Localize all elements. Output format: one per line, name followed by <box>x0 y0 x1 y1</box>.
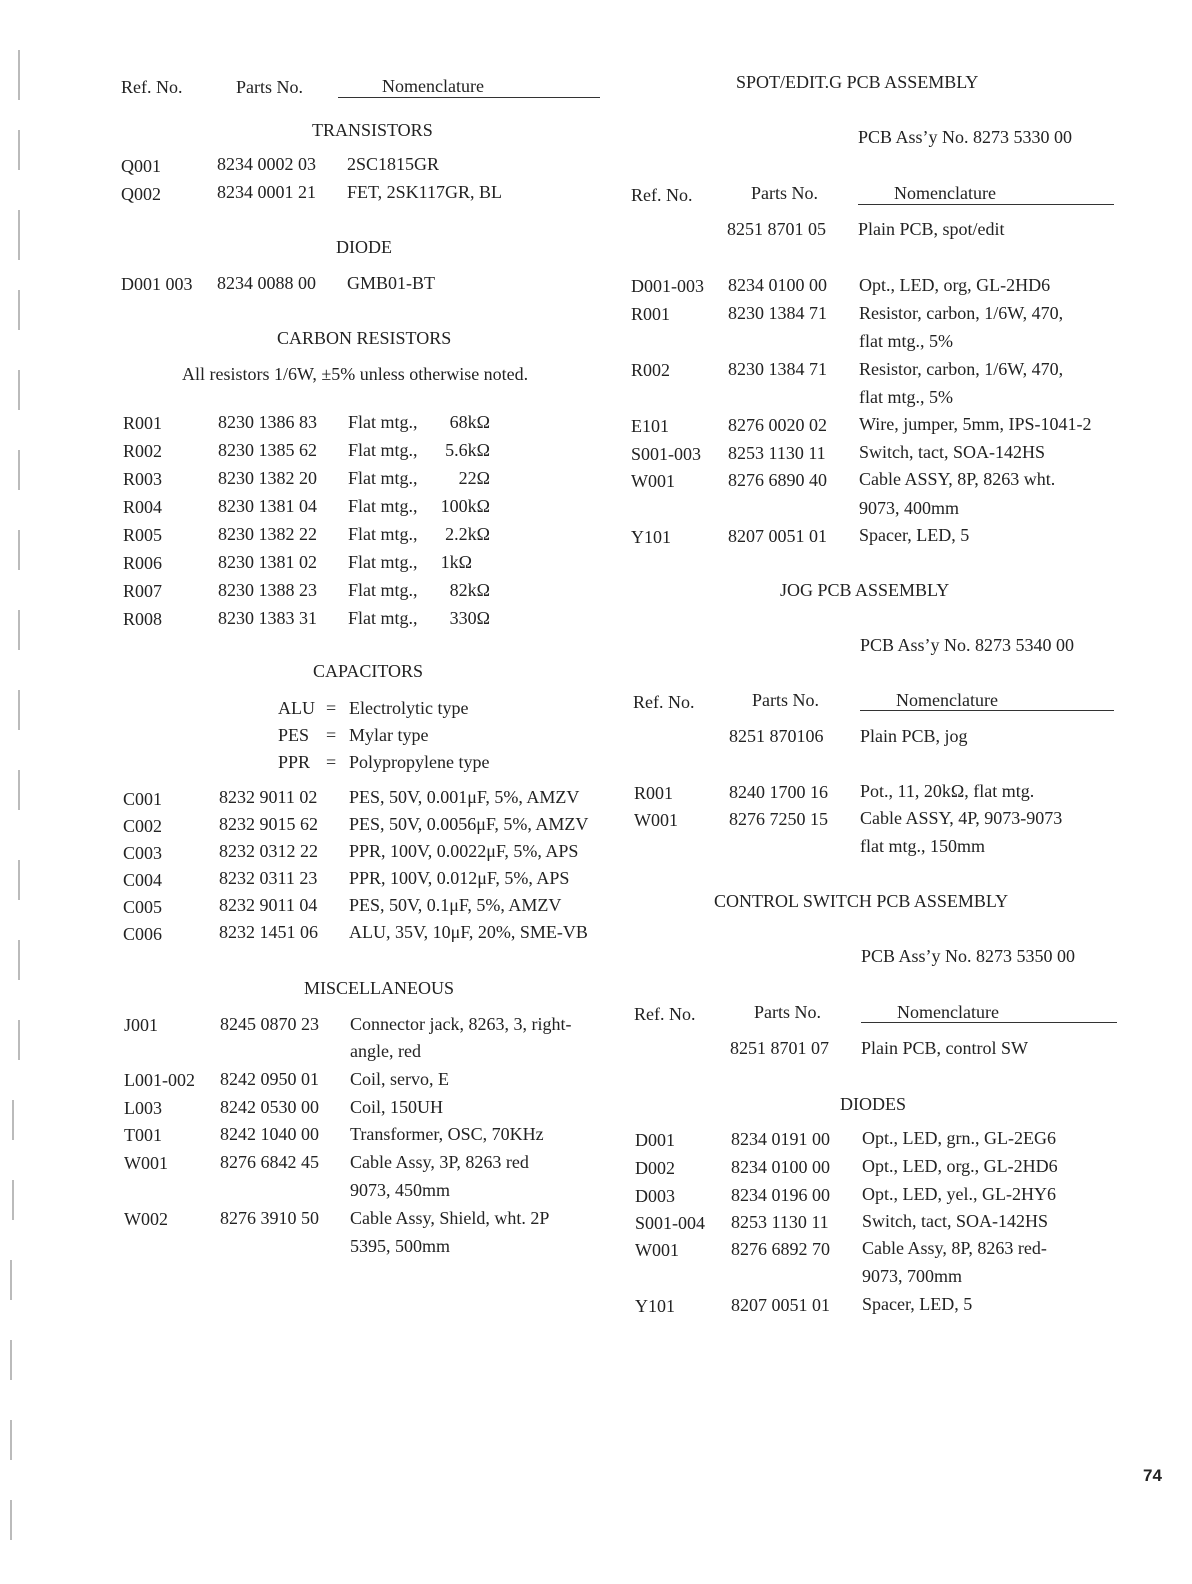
table-row-nomenclature-cont: 5395, 500mm <box>350 1236 451 1256</box>
table-row-ref: R001 <box>634 783 674 803</box>
table-row-parts: 8232 9015 62 <box>219 814 318 834</box>
table-row-parts: 8276 3910 50 <box>220 1208 319 1228</box>
table-row-nomenclature: 2SC1815GR <box>347 154 440 174</box>
table-row-ref: S001-004 <box>635 1213 706 1233</box>
table-row-ref: R003 <box>123 469 163 489</box>
binding-mark <box>10 1340 12 1380</box>
binding-mark <box>12 1180 14 1220</box>
table-row-parts: 8234 0001 21 <box>217 182 316 202</box>
legend-abbr: PPR <box>278 752 311 772</box>
table-row-ref: D003 <box>635 1186 675 1206</box>
table-row-ref: Y101 <box>635 1296 675 1316</box>
table-row-nomenclature: Cable Assy, Shield, wht. 2P <box>350 1208 550 1228</box>
section-title-capacitors: CAPACITORS <box>313 661 424 681</box>
binding-mark <box>18 530 20 570</box>
table-row-ref: D001 003 <box>121 274 193 294</box>
table-row-parts: 8230 1382 22 <box>218 524 317 544</box>
plain-pcb-parts: 8251 8701 07 <box>730 1038 829 1058</box>
table-row-ref: R007 <box>123 581 163 601</box>
table-row-parts: 8232 0311 23 <box>219 868 318 888</box>
binding-mark <box>18 690 20 730</box>
table-row-ref: R001 <box>123 413 163 433</box>
table-row-ref: R005 <box>123 525 163 545</box>
right-header-nomenclature: Nomenclature <box>897 1002 999 1022</box>
legend-equals: = <box>326 752 337 772</box>
binding-mark <box>10 1500 12 1540</box>
pcb-assy-number: PCB Ass’y No. 8273 5340 00 <box>860 635 1075 655</box>
legend-desc: Polypropylene type <box>349 752 490 772</box>
table-row-type: Flat mtg., <box>348 496 418 516</box>
binding-mark <box>18 610 20 650</box>
table-row-ref: C006 <box>123 924 163 944</box>
table-row-parts: 8234 0100 00 <box>728 275 827 295</box>
right-header-nomenclature: Nomenclature <box>896 690 998 710</box>
right-header-parts: Parts No. <box>751 183 818 203</box>
plain-pcb-parts: 8251 8701 05 <box>727 219 826 239</box>
table-row-nomenclature: Wire, jumper, 5mm, IPS-1041-2 <box>859 414 1092 434</box>
binding-mark <box>18 860 20 900</box>
table-row-nomenclature: GMB01-BT <box>347 273 436 293</box>
table-row-parts: 8232 1451 06 <box>219 922 318 942</box>
section-title-transistors: TRANSISTORS <box>312 120 433 140</box>
table-row-nomenclature: Opt., LED, org., GL-2HD6 <box>862 1156 1058 1176</box>
table-row-type: Flat mtg., <box>348 440 418 460</box>
table-row-nomenclature: Opt., LED, grn., GL-2EG6 <box>862 1128 1056 1148</box>
binding-mark <box>18 290 20 330</box>
table-row-nomenclature: PPR, 100V, 0.012μF, 5%, APS <box>349 868 570 888</box>
table-row-parts: 8253 1130 11 <box>731 1212 829 1232</box>
pcb-assy-number: PCB Ass’y No. 8273 5330 00 <box>858 127 1073 147</box>
legend-abbr: ALU <box>278 698 315 718</box>
table-row-nomenclature: Coil, servo, E <box>350 1069 449 1089</box>
table-row-nomenclature: Transformer, OSC, 70KHz <box>350 1124 544 1144</box>
table-row-nomenclature-cont: flat mtg., 5% <box>859 331 953 351</box>
table-row-ref: W001 <box>634 810 678 830</box>
table-row-parts: 8230 1386 83 <box>218 412 317 432</box>
table-row-type: Flat mtg., <box>348 468 418 488</box>
table-row-nomenclature: Cable Assy, 3P, 8263 red <box>350 1152 529 1172</box>
table-row-nomenclature: Switch, tact, SOA-142HS <box>859 442 1045 462</box>
binding-mark <box>10 1420 12 1460</box>
binding-mark <box>18 50 20 100</box>
binding-mark <box>18 130 20 170</box>
table-row-nomenclature: Pot., 11, 20kΩ, flat mtg. <box>860 781 1035 801</box>
section-note: All resistors 1/6W, ±5% unless otherwise noted. <box>182 364 529 384</box>
table-row-parts: 8230 1381 04 <box>218 496 317 516</box>
table-row-value: 2.2kΩ <box>445 524 490 544</box>
plain-pcb-nomenclature: Plain PCB, jog <box>860 726 968 746</box>
table-row-nomenclature: Coil, 150UH <box>350 1097 444 1117</box>
table-row-ref: Y101 <box>631 527 671 547</box>
table-row-nomenclature: Switch, tact, SOA-142HS <box>862 1211 1048 1231</box>
right-header-ref: Ref. No. <box>634 1004 696 1024</box>
table-row-parts: 8230 1384 71 <box>728 303 827 323</box>
table-row-ref: C002 <box>123 816 163 836</box>
table-row-nomenclature: FET, 2SK117GR, BL <box>347 182 503 202</box>
table-row-ref: C003 <box>123 843 163 863</box>
section-title-miscellaneous: MISCELLANEOUS <box>304 978 455 998</box>
table-row-parts: 8276 6842 45 <box>220 1152 319 1172</box>
right-header-rule <box>860 710 1114 711</box>
table-row-value: 82kΩ <box>449 580 490 600</box>
table-row-parts: 8242 0530 00 <box>220 1097 319 1117</box>
table-row-ref: Q001 <box>121 156 161 176</box>
table-row-parts: 8245 0870 23 <box>220 1014 319 1034</box>
table-row-value: 100kΩ <box>440 496 490 516</box>
table-row-ref: D001-003 <box>631 276 704 296</box>
table-row-type: Flat mtg., <box>348 412 418 432</box>
legend-desc: Electrolytic type <box>349 698 469 718</box>
table-row-type: Flat mtg., <box>348 608 418 628</box>
table-row-nomenclature: PES, 50V, 0.0056μF, 5%, AMZV <box>349 814 589 834</box>
section-title-diode: DIODE <box>336 237 392 257</box>
table-row-nomenclature: PES, 50V, 0.001μF, 5%, AMZV <box>349 787 580 807</box>
table-row-nomenclature-cont: 9073, 450mm <box>350 1180 451 1200</box>
right-header-ref: Ref. No. <box>631 185 693 205</box>
table-row-nomenclature: PPR, 100V, 0.0022μF, 5%, APS <box>349 841 579 861</box>
table-row-type: Flat mtg., <box>348 552 418 572</box>
section-title-control-switch: CONTROL SWITCH PCB ASSEMBLY <box>714 891 1009 911</box>
binding-mark <box>18 370 20 410</box>
section-title-diodes: DIODES <box>840 1094 906 1114</box>
table-row-parts: 8207 0051 01 <box>728 526 827 546</box>
table-row-ref: W001 <box>124 1153 168 1173</box>
table-row-ref: L001-002 <box>124 1070 195 1090</box>
table-row-ref: J001 <box>124 1015 159 1035</box>
binding-mark <box>18 1020 20 1060</box>
table-row-parts: 8230 1381 02 <box>218 552 317 572</box>
table-row-nomenclature-cont: 9073, 700mm <box>862 1266 963 1286</box>
table-row-ref: W001 <box>631 471 675 491</box>
table-row-value: 1kΩ <box>440 552 472 572</box>
table-row-ref: E101 <box>631 416 669 436</box>
table-row-type: Flat mtg., <box>348 524 418 544</box>
table-row-parts: 8207 0051 01 <box>731 1295 830 1315</box>
table-row-parts: 8242 1040 00 <box>220 1124 319 1144</box>
table-row-parts: 8230 1385 62 <box>218 440 317 460</box>
plain-pcb-nomenclature: Plain PCB, control SW <box>861 1038 1029 1058</box>
table-row-ref: R001 <box>631 304 671 324</box>
table-row-parts: 8240 1700 16 <box>729 782 828 802</box>
binding-mark <box>18 940 20 980</box>
table-row-parts: 8234 0088 00 <box>217 273 316 293</box>
left-header-parts: Parts No. <box>236 77 303 97</box>
table-row-parts: 8232 0312 22 <box>219 841 318 861</box>
table-row-ref: C005 <box>123 897 163 917</box>
table-row-nomenclature-cont: flat mtg., 150mm <box>860 836 985 856</box>
table-row-value: 68kΩ <box>449 412 490 432</box>
legend-desc: Mylar type <box>349 725 429 745</box>
right-header-parts: Parts No. <box>754 1002 821 1022</box>
table-row-value: 5.6kΩ <box>445 440 490 460</box>
plain-pcb-parts: 8251 870106 <box>729 726 824 746</box>
table-row-parts: 8276 6892 70 <box>731 1239 830 1259</box>
table-row-parts: 8234 0100 00 <box>731 1157 830 1177</box>
binding-mark <box>18 210 20 260</box>
table-row-nomenclature: Connector jack, 8263, 3, right- <box>350 1014 572 1034</box>
table-row-parts: 8230 1383 31 <box>218 608 317 628</box>
table-row-nomenclature-cont: angle, red <box>350 1041 421 1061</box>
table-row-nomenclature: Cable ASSY, 8P, 8263 wht. <box>859 469 1056 489</box>
table-row-nomenclature: Opt., LED, yel., GL-2HY6 <box>862 1184 1056 1204</box>
table-row-parts: 8253 1130 11 <box>728 443 826 463</box>
section-title-spot-edit: SPOT/EDIT.G PCB ASSEMBLY <box>736 72 979 92</box>
table-row-nomenclature: Spacer, LED, 5 <box>862 1294 973 1314</box>
table-row-nomenclature: PES, 50V, 0.1μF, 5%, AMZV <box>349 895 562 915</box>
binding-mark <box>10 1260 12 1300</box>
binding-mark <box>18 450 20 490</box>
table-row-ref: C001 <box>123 789 163 809</box>
table-row-ref: D002 <box>635 1158 675 1178</box>
right-header-parts: Parts No. <box>752 690 819 710</box>
table-row-parts: 8232 9011 02 <box>219 787 318 807</box>
table-row-nomenclature: Resistor, carbon, 1/6W, 470, <box>859 303 1064 323</box>
table-row-parts: 8234 0191 00 <box>731 1129 830 1149</box>
table-row-ref: L003 <box>124 1098 162 1118</box>
left-header-nomenclature: Nomenclature <box>382 76 484 96</box>
table-row-ref: T001 <box>124 1125 162 1145</box>
table-row-parts: 8230 1382 20 <box>218 468 317 488</box>
table-row-ref: R006 <box>123 553 163 573</box>
table-row-value: 22Ω <box>458 468 490 488</box>
table-row-ref: D001 <box>635 1130 675 1150</box>
table-row-value: 330Ω <box>449 608 490 628</box>
table-row-type: Flat mtg., <box>348 580 418 600</box>
left-header-rule <box>338 97 600 98</box>
table-row-ref: Q002 <box>121 184 161 204</box>
table-row-nomenclature-cont: 9073, 400mm <box>859 498 960 518</box>
right-header-rule <box>861 1022 1117 1023</box>
table-row-nomenclature: Resistor, carbon, 1/6W, 470, <box>859 359 1064 379</box>
table-row-ref: R002 <box>123 441 163 461</box>
table-row-parts: 8230 1384 71 <box>728 359 827 379</box>
legend-abbr: PES <box>278 725 310 745</box>
table-row-parts: 8276 6890 40 <box>728 470 827 490</box>
table-row-ref: R008 <box>123 609 163 629</box>
table-row-ref: S001-003 <box>631 444 702 464</box>
table-row-parts: 8276 7250 15 <box>729 809 828 829</box>
right-header-rule <box>858 204 1114 205</box>
table-row-nomenclature: Spacer, LED, 5 <box>859 525 970 545</box>
legend-equals: = <box>326 698 337 718</box>
table-row-parts: 8232 9011 04 <box>219 895 318 915</box>
table-row-parts: 8234 0002 03 <box>217 154 316 174</box>
table-row-nomenclature: Opt., LED, org, GL-2HD6 <box>859 275 1051 295</box>
binding-mark <box>12 1100 14 1140</box>
left-header-ref: Ref. No. <box>121 77 183 97</box>
table-row-nomenclature: Cable ASSY, 4P, 9073-9073 <box>860 808 1063 828</box>
right-header-ref: Ref. No. <box>633 692 695 712</box>
table-row-ref: W001 <box>635 1240 679 1260</box>
section-title-jog: JOG PCB ASSEMBLY <box>780 580 950 600</box>
binding-mark <box>18 770 20 810</box>
table-row-parts: 8230 1388 23 <box>218 580 317 600</box>
plain-pcb-nomenclature: Plain PCB, spot/edit <box>858 219 1005 239</box>
table-row-ref: W002 <box>124 1209 168 1229</box>
table-row-nomenclature-cont: flat mtg., 5% <box>859 387 953 407</box>
table-row-ref: R004 <box>123 497 163 517</box>
page-number: 74 <box>1143 1466 1162 1485</box>
table-row-parts: 8234 0196 00 <box>731 1185 830 1205</box>
table-row-ref: R002 <box>631 360 671 380</box>
table-row-ref: C004 <box>123 870 163 890</box>
section-title-carbon-resistors: CARBON RESISTORS <box>277 328 452 348</box>
table-row-parts: 8276 0020 02 <box>728 415 827 435</box>
pcb-assy-number: PCB Ass’y No. 8273 5350 00 <box>861 946 1076 966</box>
table-row-nomenclature: ALU, 35V, 10μF, 20%, SME-VB <box>349 922 588 942</box>
table-row-parts: 8242 0950 01 <box>220 1069 319 1089</box>
right-header-nomenclature: Nomenclature <box>894 183 996 203</box>
legend-equals: = <box>326 725 337 745</box>
table-row-nomenclature: Cable Assy, 8P, 8263 red- <box>862 1238 1047 1258</box>
